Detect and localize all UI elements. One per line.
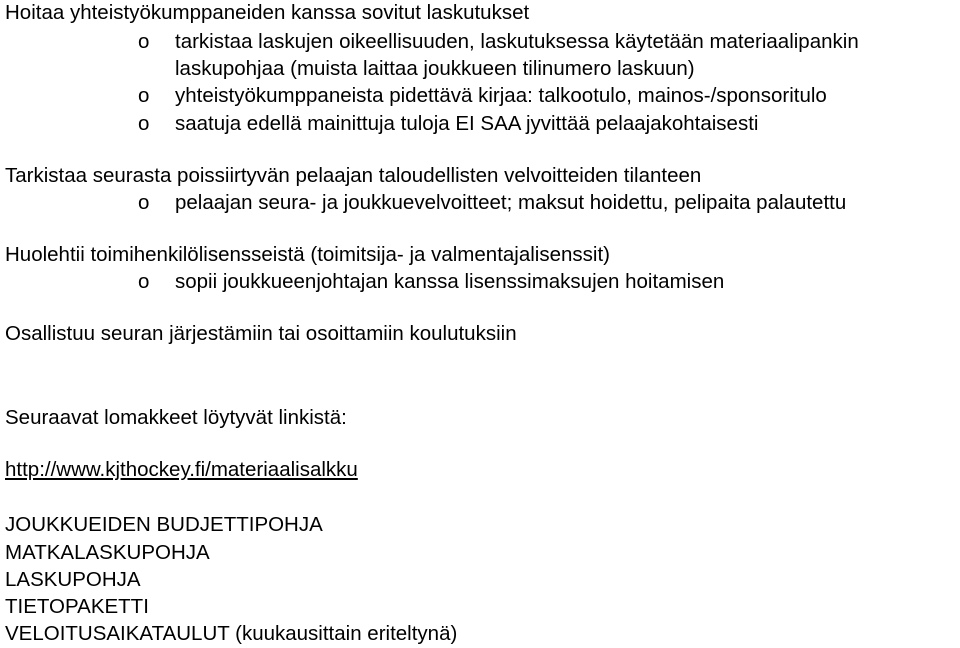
form-item-invoice-template: LASKUPOHJA <box>5 568 141 591</box>
materials-link[interactable]: http://www.kjthockey.fi/materiaalisalkku <box>5 458 358 481</box>
section-heading-training: Osallistuu seuran järjestämiin tai osoittamiin koulutuksiin <box>5 322 517 345</box>
bullet-marker: o <box>138 270 150 293</box>
bullet-marker: o <box>138 84 150 107</box>
form-item-info-package: TIETOPAKETTI <box>5 595 149 618</box>
bullet-text: saatuja edellä mainittuja tuloja EI SAA jyvittää pelaajakohtaisesti <box>175 112 759 135</box>
form-item-budget-template: JOUKKUEIDEN BUDJETTIPOHJA <box>5 513 323 536</box>
section-heading-player-transfer: Tarkistaa seurasta poissiirtyvän pelaajan taloudellisten velvoitteiden tilanteen <box>5 164 702 187</box>
bullet-text-continuation: laskupohjaa (muista laittaa joukkueen tilinumero laskuun) <box>175 57 695 80</box>
bullet-text: tarkistaa laskujen oikeellisuuden, laskutuksessa käytetään materiaalipankin <box>175 30 859 53</box>
bullet-marker: o <box>138 191 150 214</box>
section-heading-licenses: Huolehtii toimihenkilölisensseistä (toimitsija- ja valmentajalisenssit) <box>5 243 610 266</box>
bullet-text: pelaajan seura- ja joukkuevelvoitteet; maksut hoidettu, pelipaita palautettu <box>175 191 847 214</box>
bullet-text: sopii joukkueenjohtajan kanssa lisenssimaksujen hoitamisen <box>175 270 725 293</box>
bullet-text: yhteistyökumppaneista pidettävä kirjaa: talkootulo, mainos-/sponsoritulo <box>175 84 827 107</box>
section-heading-invoicing: Hoitaa yhteistyökumppaneiden kanssa sovitut laskutukset <box>5 1 530 24</box>
bullet-marker: o <box>138 112 150 135</box>
forms-intro: Seuraavat lomakkeet löytyvät linkistä: <box>5 406 347 429</box>
bullet-marker: o <box>138 30 150 53</box>
form-item-billing-schedule: VELOITUSAIKATAULUT (kuukausittain eriteltynä) <box>5 622 458 645</box>
form-item-travel-expense-template: MATKALASKUPOHJA <box>5 541 210 564</box>
